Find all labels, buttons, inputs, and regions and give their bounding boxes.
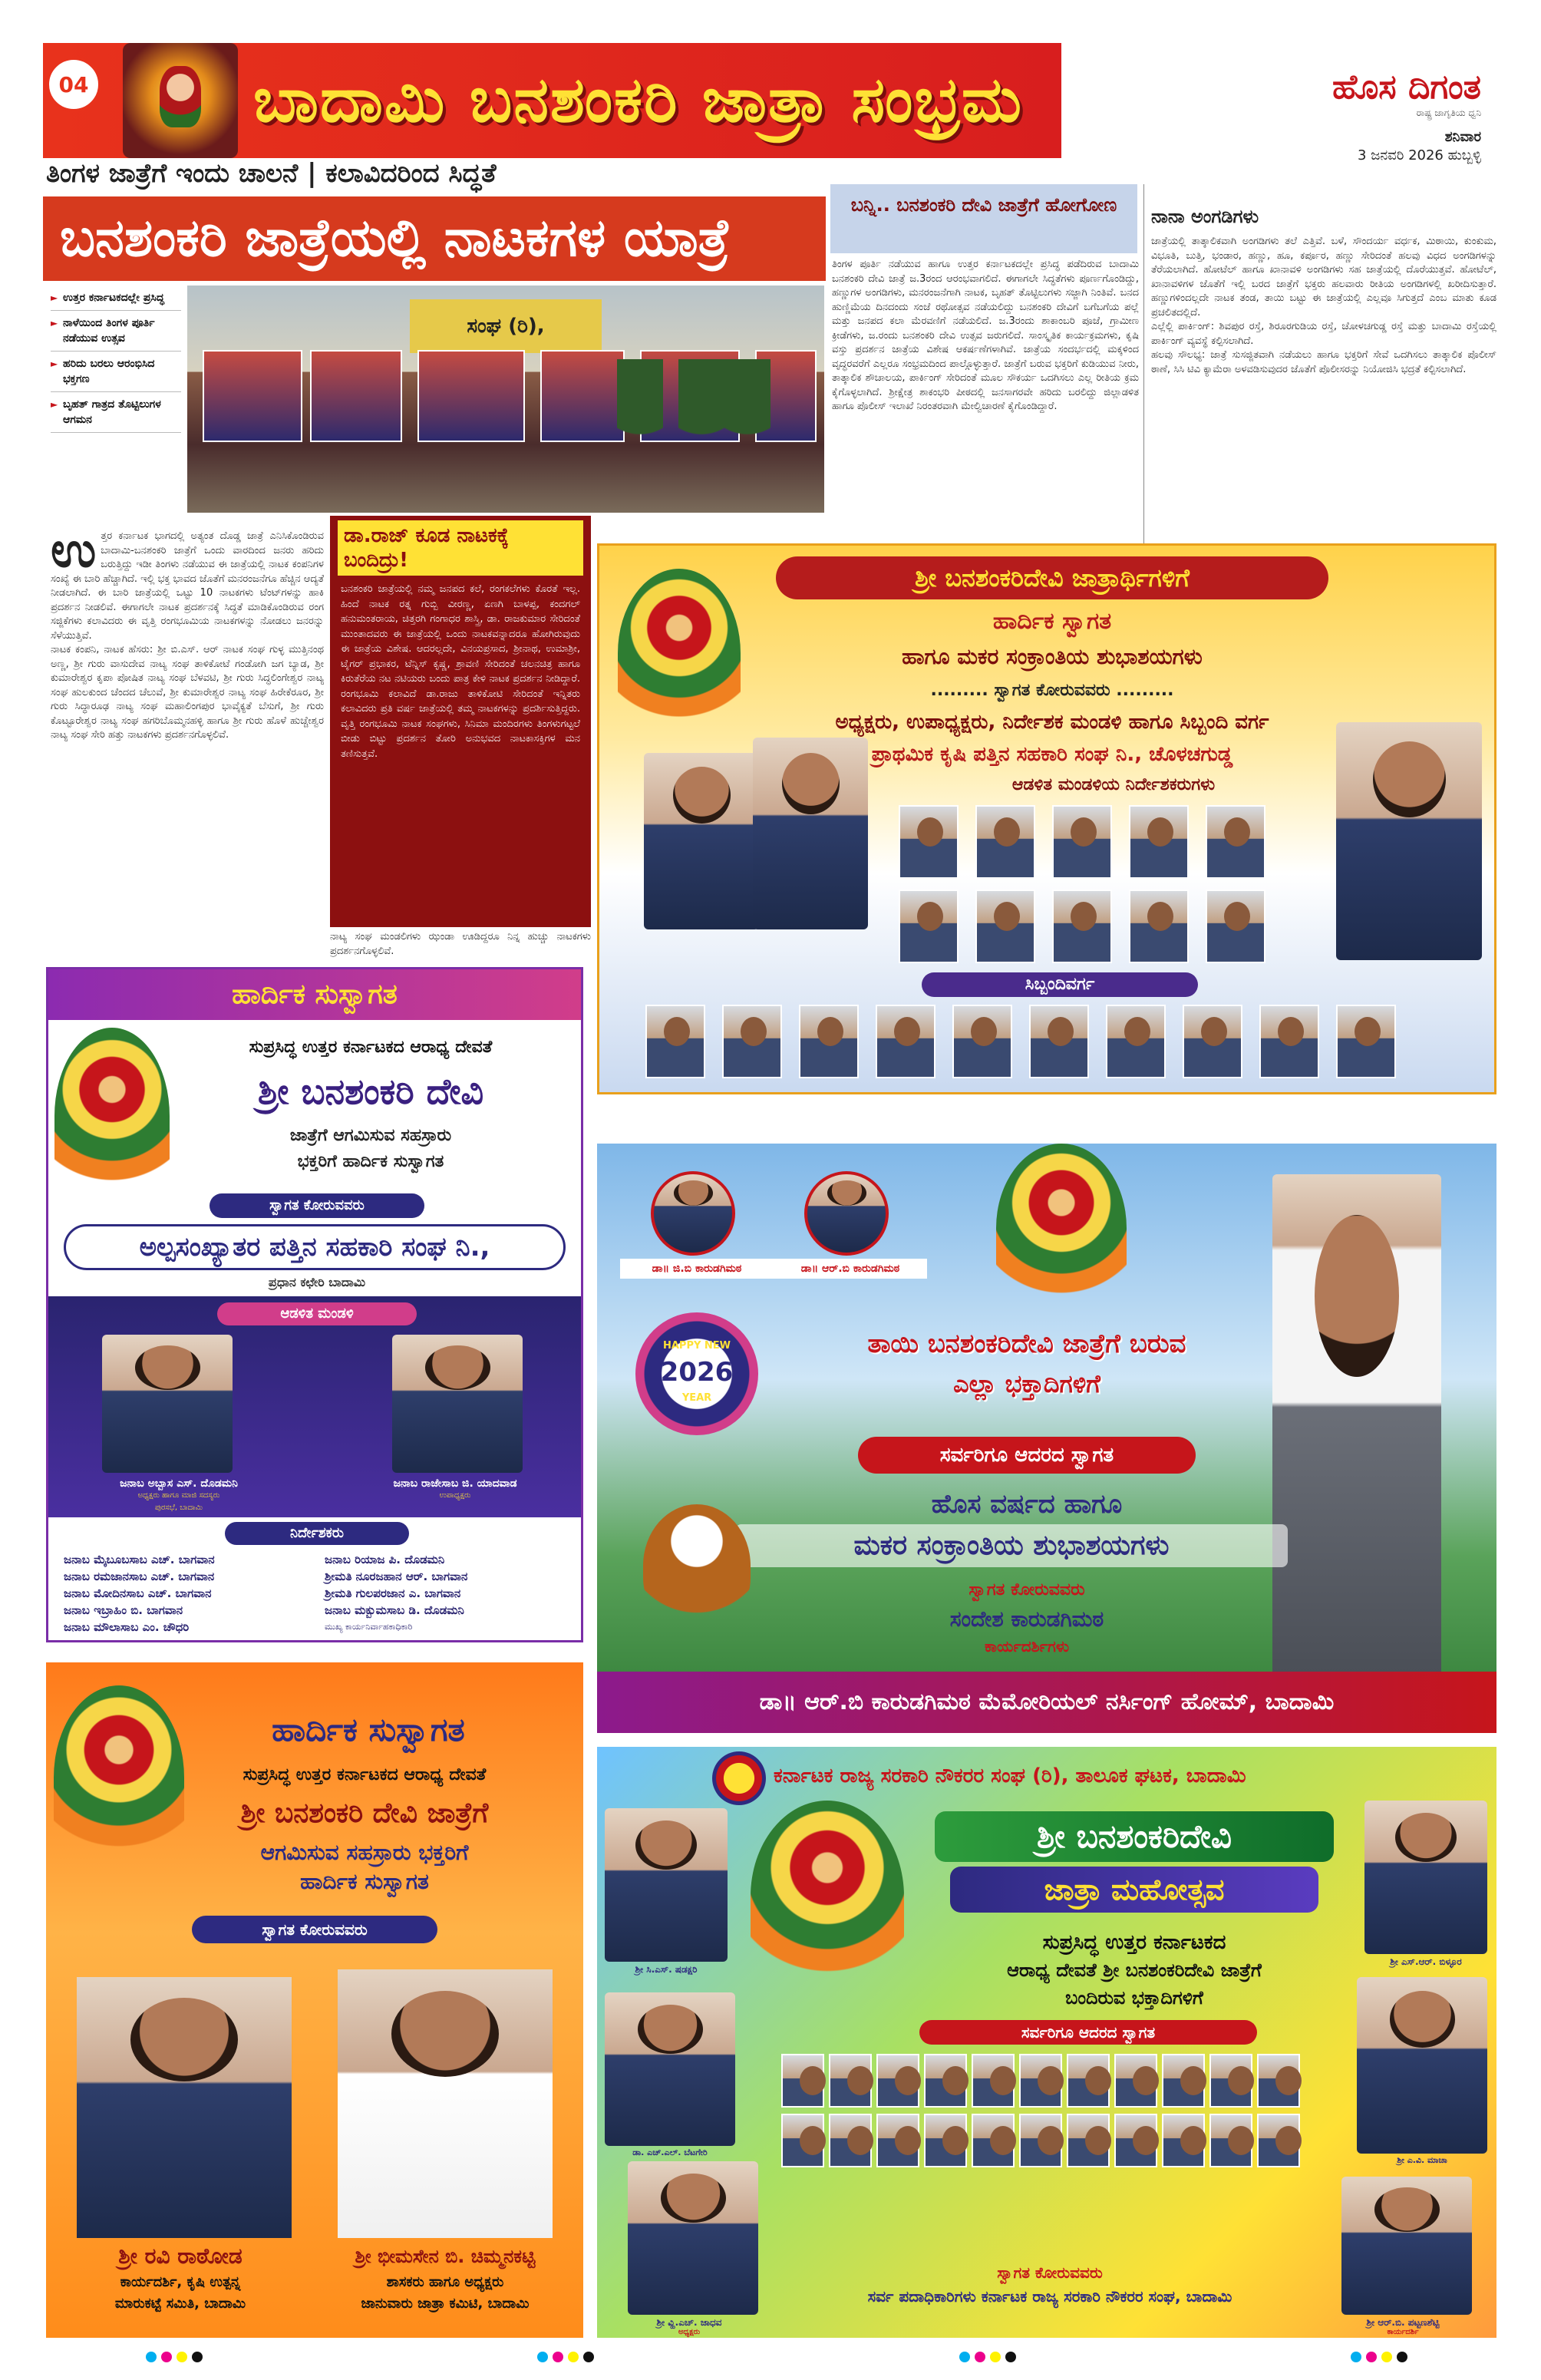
ad-employees-welcome-all: ಸರ್ವರಿಗೂ ಆದರದ ಸ್ವಾಗತ — [919, 2020, 1257, 2045]
page-title: ಬಾದಾಮಿ ಬನಶಂಕರಿ ಜಾತ್ರಾ ಸಂಭ್ರಮ — [253, 64, 1023, 137]
pongal-pot-icon — [643, 1504, 751, 1627]
vice-president-name: ಜನಾಬ ರಾಜೇಸಾಬ ಜಿ. ಯಾದವಾಡ — [393, 1477, 517, 1490]
ad-apmc-line2: ಆಗಮಿಸುವ ಸಹಸ್ರಾರು ಭಕ್ತರಿಗೆ — [260, 1840, 469, 1865]
ad-employees-association — [597, 1747, 1496, 2338]
leader-name-3: ಡಾ. ಎಚ್.ಎಲ್. ಬೆಟಗೇರಿ — [632, 2147, 708, 2157]
member-photo — [781, 2054, 824, 2108]
association-emblem-icon — [712, 1751, 766, 1805]
deity-image — [618, 569, 741, 738]
ad-minority-society — [46, 967, 583, 1642]
director-name: ಜನಾಬ ಮೌಲಾಸಾಬ ಎಂ. ಚೌಧರಿ — [64, 1620, 190, 1634]
ad-minority-line2: ಜಾತ್ರೆಗೆ ಆಗಮಿಸುವ ಸಹಸ್ರಾರು — [289, 1126, 452, 1145]
member-photo — [924, 2114, 967, 2167]
ad-nursing-line3: ಸರ್ವರಿಗೂ ಆದರದ ಸ್ವಾಗತ — [858, 1437, 1196, 1474]
registration-mark-black — [583, 2352, 594, 2362]
director-name: ಜನಾಬ ಮೋದಿನಸಾಬ ಎಚ್. ಬಾಗವಾನ — [64, 1586, 212, 1600]
director-name: ಶ್ರೀಮತಿ ಗುಲಪರಜಾನ ಎ. ಬಾಗವಾನ — [325, 1586, 461, 1600]
registration-mark-yellow — [990, 2352, 1001, 2362]
director-photo — [975, 805, 1035, 879]
leader-name-2: ಶ್ರೀ ಎಸ್.ಆರ್. ಬಿಳ್ಳೂರ — [1390, 1956, 1462, 1967]
member-photo — [1257, 2054, 1300, 2108]
ad-minority-line3: ಭಕ್ತರಿಗೆ ಹಾರ್ದಿಕ ಸುಸ್ವಾಗತ — [297, 1152, 444, 1171]
sidebar-story — [330, 516, 591, 927]
staff-photo — [799, 1005, 859, 1078]
poster — [310, 350, 402, 442]
registration-mark-magenta — [1366, 2352, 1377, 2362]
secretary-name: ಶ್ರೀ ಆರ್.ಬಿ. ಪಟ್ಟಣಶೆಟ್ಟಿ — [1366, 2317, 1440, 2328]
poster — [417, 350, 525, 442]
lead-body-paragraph: ತ್ತರ ಕರ್ನಾಟಕ ಭಾಗದಲ್ಲಿ ಅತ್ಯಂತ ದೊಡ್ಡ ಜಾತ್ರೆ ಎನಿಸಿಕೊಂಡಿರುವ ಬಾದಾಮಿ-ಬನಶಂಕರಿ ಜಾತ್ರೆಗೆ ಒಂದು ವಾರದಿಂದ ಜನರು ಹರಿದು ಬರುತ್ತಿದ್ದು ಇಡೀ ತಿಂಗಳು ನಡೆಯುವ ಈ ಜಾತ್ರೆಯಲ್ಲಿ ನಾಟಕ ಕಂಪನಿಗಳ ಸಂಖ್ಯೆ ಈ ಬಾರಿ ಹೆಚ್ಚಾಗಿದೆ. ಇಲ್ಲಿ ಭಕ್ತ ಭಾವದ ಜೊತೆಗೆ ಮನರಂಜನೆಗೂ ಹೆಚ್ಚಿನ ಆದ್ಯತೆ ನೀಡಲಾಗಿದೆ. ಈ ಬಾರಿ ಜಾತ್ರೆಯಲ್ಲಿ ಒಟ್ಟು 10 ನಾಟಕಗಳು ಟೆಂಟ್‌ಗಳನ್ನು ಹಾಕಿ ಪ್ರದರ್ಶನ ನೀಡಲಿವೆ. ಈಗಾಗಲೇ ನಾಟಕ ಪ್ರದರ್ಶನಕ್ಕೆ ಸಿದ್ಧತೆ ಮಾಡಿಕೊಂಡಿರುವ ರಂಗ ಸಜ್ಜಿಕೆಗಳು ಕಲಾವಿದರು ಈ ವೃತ್ತಿ ರಂಗಭೂಮಿಯ ನಾಟಕಗಳನ್ನು ನೋಡಲು ಜನರನ್ನು ಸೆಳೆಯುತ್ತಿವೆ. — [51, 530, 324, 642]
lead-headline: ಬನಶಂಕರಿ ಜಾತ್ರೆಯಲ್ಲಿ ನಾಟಕಗಳ ಯಾತ್ರೆ — [43, 196, 826, 281]
highlight-item: ► ಹರಿದು ಬರಲು ಆರಂಭಿಸಿದ ಭಕ್ತಗಣ — [51, 352, 181, 392]
secretary-photo — [1272, 1174, 1441, 1681]
deity-image — [54, 1028, 170, 1204]
ad-minority-welcome: ಸ್ವಾಗತ ಕೋರುವವರು — [210, 1193, 424, 1218]
ad-apmc-p1-name: ಶ್ರೀ ರವಿ ರಾಠೋಡ — [118, 2243, 243, 2269]
director-name: ಜನಾಬ ರಿಯಾಜ ಪಿ. ದೊಡಮನಿ — [325, 1553, 445, 1566]
leader-photo-2 — [1364, 1801, 1487, 1954]
registration-mark-black — [1397, 2352, 1407, 2362]
secretary-photo — [77, 1977, 292, 2238]
member-photo — [876, 2054, 919, 2108]
director-name: ಜನಾಬ ರಮಜಾನಸಾಬ ಎಚ್. ಬಾಗವಾನ — [64, 1570, 215, 1583]
director-photo — [1206, 805, 1265, 879]
director-name: ಜನಾಬ ಮಕ್ಬುಮಸಾಬ ಡಿ. ದೊಡಮನಿ — [325, 1603, 464, 1617]
ad-apmc-line1: ಸುಪ್ರಸಿದ್ಧ ಉತ್ತರ ಕರ್ನಾಟಕದ ಆರಾಧ್ಯ ದೇವತೆ — [243, 1765, 487, 1784]
ad-nursing-line1: ತಾಯಿ ಬನಶಂಕರಿದೇವಿ ಜಾತ್ರೆಗೆ ಬರುವ — [867, 1329, 1186, 1359]
tree — [678, 359, 724, 513]
doctor-photo-1 — [651, 1171, 735, 1256]
ad-apmc-welcome: ಸ್ವಾಗತ ಕೋರುವವರು — [192, 1916, 437, 1943]
ad-employees-title1: ಶ್ರೀ ಬನಶಂಕರಿದೇವಿ — [935, 1811, 1334, 1862]
member-photo — [1019, 2054, 1062, 2108]
ad-apmc-line3: ಹಾರ್ದಿಕ ಸುಸ್ವಾಗತ — [300, 1869, 429, 1894]
ad-pkps-line7: ಆಡಳಿತ ಮಂಡಳಿಯ ನಿರ್ದೇಶಕರುಗಳು — [1011, 775, 1216, 794]
president-photo — [644, 753, 759, 929]
staff-photo — [1183, 1005, 1242, 1078]
director-photo — [1206, 890, 1265, 963]
member-photo — [1067, 2114, 1110, 2167]
badge-bottom-text: YEAR — [681, 1392, 712, 1404]
director-photo — [1129, 890, 1189, 963]
ad-apmc-p2-role2: ಜಾನುವಾರು ಜಾತ್ರಾ ಕಮಿಟಿ, ಬಾದಾಮಿ — [361, 2296, 530, 2312]
poster — [540, 350, 625, 442]
ad-minority-banner: ಹಾರ್ದಿಕ ಸುಸ್ವಾಗತ — [48, 969, 581, 1020]
vice-president-photo — [392, 1335, 523, 1473]
director-photo — [975, 890, 1035, 963]
page-number: 04 — [46, 57, 101, 112]
ad-pkps-line2: ಹಾರ್ದಿಕ ಸ್ವಾಗತ — [992, 608, 1112, 635]
registration-mark-cyan — [1351, 2352, 1361, 2362]
ad-apmc-p2-role: ಶಾಸಕರು ಹಾಗೂ ಅಧ್ಯಕ್ಷರು — [386, 2274, 504, 2290]
member-photo — [876, 2114, 919, 2167]
member-photo — [972, 2114, 1015, 2167]
sidebar-body: ಬನಶಂಕರಿ ಜಾತ್ರೆಯಲ್ಲಿ ನಮ್ಮ ಜನಪದ ಕಲೆ, ರಂಗಕಲೆಗಳು ಕೊರತೆ ಇಲ್ಲ. ಹಿಂದೆ ನಾಟಕ ರತ್ನ ಗುಬ್ಬಿ ವೀರಣ್ಣ, ಏಣಗಿ ಬಾಳಪ್ಪ, ಕಂದಗಲ್ ಹನುಮಂತರಾಯ, ಚಿತ್ತರಗಿ ಗಂಗಾಧರ ಶಾಸ್ತ್ರಿ, ಡಾ. ರಾಜಕುಮಾರ ಸೇರಿದಂತೆ ಮುಂತಾದವರು ಈ ಜಾತ್ರೆಯಲ್ಲಿ ಒಂದು ನಾಟಕವನ್ನಾದರೂ ಹೋಗಿರುವುದು ಈ ಜಾತ್ರೆಯ ವಿಶೇಷ. ಆದರಲ್ಲದೇ, ವಿನಯಪ್ರಸಾದ, ಶ್ರೀನಾಥ, ಉಮಾಶ್ರೀ, ಟೈಗರ್ ಪ್ರಭಾಕರ, ಟೆನ್ನಿಸ್ ಕೃಷ್ಣ, ಶ್ರಾವಣಿ ಸೇರಿದಂತೆ ಚಲನಚಿತ್ರ ಹಾಗೂ ಕಿರುತೆರೆಯ ನಟ ನಟಿಯರು ಬಂದು ಪಾತ್ರ ಕೇಳಿ ನಾಟಕ ಪ್ರದರ್ಶನ ನೀಡಿದ್ದಾರೆ. ರಂಗಭೂಮಿ ಕಲಾವಿದೆ ಡಾ.ರಾಜು ತಾಳಿಕೋಟಿ ಸೇರಿದಂತೆ ಇನ್ನಿತರು ಕಲಾವಿದರು ಪ್ರತಿ ವರ್ಷ ಜಾತ್ರೆಯಲ್ಲಿ ತಮ್ಮ ನಾಟಕಗಳನ್ನು ಪ್ರದರ್ಶಿಸುತ್ತಿದ್ದರು. ವೃತ್ತಿ ರಂಗಭೂಮಿ ನಾಟಕ ಸಂಘಗಳು, ಸಿನಿಮಾ ಮಂದಿರಗಳು ತಿಂಗಳುಗಟ್ಟಲೆ ಬೀಡು ಬಿಟ್ಟು ಪ್ರದರ್ಶನ ತೋರಿ ಅನುಭವದ ನಾಟಕಾಸಕ್ತಿಗಳ ಮನ ತಣಿಸುತ್ತವೆ. — [341, 583, 580, 760]
highlight-item: ► ಬೃಹತ್ ಗಾತ್ರದ ತೊಟ್ಟಿಲುಗಳ ಆಗಮನ — [51, 392, 181, 433]
director-name: ಜನಾಬ ಮೈಬೂಬಸಾಬ ಎಚ್. ಬಾಗವಾನ — [64, 1553, 215, 1566]
highlight-item: ► ನಾಳೆಯಿಂದ ತಿಂಗಳ ಪೂರ್ತಿ ನಡೆಯುವ ಉತ್ಸವ — [51, 311, 181, 352]
registration-mark-cyan — [959, 2352, 970, 2362]
registration-mark-yellow — [1381, 2352, 1392, 2362]
ad-minority-deity: ಶ್ರೀ ಬನಶಂಕರಿ ದೇವಿ — [257, 1071, 484, 1112]
member-photo — [1209, 2114, 1252, 2167]
ad-pkps-line4: ......... ಸ್ವಾಗತ ಕೋರುವವರು ......... — [930, 681, 1174, 700]
ad-nursing-line7: ಸಂದೇಶ ಕಾರುಡಗಿಮಠ — [949, 1606, 1104, 1632]
ad-minority-directors-label: ನಿರ್ದೇಶಕರು — [225, 1522, 409, 1545]
registration-mark-magenta — [161, 2352, 172, 2362]
lead-kicker: ತಿಂಗಳ ಜಾತ್ರೆಗೆ ಇಂದು ಚಾಲನೆ | ಕಲಾವಿದರಿಂದ ಸಿದ್ಧತೆ — [46, 158, 497, 189]
lead-body-paragraph: ನಾಟಕ ಕಂಪನಿ, ನಾಟಕ ಹೆಸರು: ಶ್ರೀ ಬಿ.ಎಸ್. ಆರ್ ನಾಟಕ ಸಂಘ ಗುಳ್ಳ ಮುತ್ತಿನಂಥ ಅಣ್ಣ, ಶ್ರೀ ಗುರು ವಾಸುದೇವ ನಾಟ್ಯ ಸಂಘ ತಾಳಿಕೋಟೆ ಗಂಡೋಗಿ ಜಗ ಬ್ಯಾಡ, ಶ್ರೀ ಕುಮಾರೇಶ್ವರ ಕೃಪಾ ಪೋಷಿತ ನಾಟ್ಯ ಸಂಘ ಬೆಳವಟಿ, ಶ್ರೀ ಗುರು ಸಿದ್ಧಲಿಂಗೇಶ್ವರ ನಾಟ್ಯ ಸಂಘ ಹುಲಕುಂದ ಚೆಂದದ ಚೆಲುವೆ, ಶ್ರೀ ಕುಮಾರೇಶ್ವರ ನಾಟ್ಯ ಸಂಘ ಹಿರೇಕೆರೂರ, ಶ್ರೀ ಗುರು ಸಿದ್ಧಾರೂಢ ನಾಟ್ಯ ಸಂಘ ಮಹಾಲಿಂಗಪುರ ಭಾವೈಕ್ಯತೆ ಬೆಸುಗೆ, ಶ್ರೀ ಗುರು ಕೊಟ್ಟೂರೇಶ್ವರ ನಾಟ್ಯ ಸಂಘ ಹಗರಿಬೊಮ್ಮನಹಳ್ಳಿ ಹಾಗೂ ಶ್ರೀ ಗುರು ಹೊಳೆ ಹುಚ್ಚೇಶ್ವರ ನಾಟ್ಯ ಸಂಘ ಸೇರಿ ಹತ್ತು ನಾಟಕಗಳು ಪ್ರದರ್ಶನಗೊಳ್ಳಲಿವೆ. — [51, 644, 324, 741]
member-photo — [829, 2114, 872, 2167]
ad-minority-line1: ಸುಪ್ರಸಿದ್ಧ ಉತ್ತರ ಕರ್ನಾಟಕದ ಆರಾಧ್ಯ ದೇವತೆ — [249, 1038, 493, 1057]
ad-employees-line3: ಬಂದಿರುವ ಭಕ್ತಾದಿಗಳಿಗೆ — [1065, 1987, 1203, 2009]
lead-body — [51, 530, 324, 936]
middle-story-body: ತಿಂಗಳ ಪೂರ್ತಿ ನಡೆಯುವ ಹಾಗೂ ಉತ್ತರ ಕರ್ನಾಟಕದಲ್ಲೇ ಪ್ರಸಿದ್ಧ ಪಡೆದಿರುವ ಬಾದಾಮಿ ಬನಶಂಕರಿ ದೇವಿ ಜಾತ್ರೆ ಜ.3ರಂದ ಆರಂಭವಾಗಲಿದೆ. ಈಗಾಗಲೇ ಸಿದ್ಧತೆಗಳು ಪೂರ್ಣಗೊಂಡಿದ್ದು, ಹಣ್ಣುಗಳ ಅಂಗಡಿಗಳು, ಮನರಂಜನೆಗಾಗಿ ನಾಟಕ, ಬೃಹತ್ ತೊಟ್ಟಿಲುಗಳು ಸಜ್ಜಾಗಿ ನಿಂತಿವೆ. ಬನದ ಹುಣ್ಣಿಮೆಯ ದಿನದಂದು ಸಂಜೆ ರಥೋತ್ಸವ ನಡೆಯಲಿದ್ದು ಬನಶಂಕರಿ ದೇವಿಗೆ ಬಗೆಬಗೆಯ ಪಲ್ಲೆ ಮತ್ತು ಜನಪದ ಕಲಾ ಮೆರವಣಿಗೆ ನಡೆಯಲಿದೆ. ಜ.3ರಂದು ಶಾಕಾಂಬರಿ ಪೂಜೆ, ಗ್ರಾಮೀಣ ಕ್ರೀಡೆಗಳು, ಜ.ರಂದು ಬನಶಂಕರಿ ದೇವಿ ಉತ್ಸವ ಜರುಗಲಿದೆ. ಸಾಂಸ್ಕೃತಿಕ ಕಾರ್ಯಕ್ರಮಗಳು, ಕೃಷಿ ವಸ್ತು ಪ್ರದರ್ಶನ ಜಾತ್ರೆಯ ವಿಶೇಷ ಆಕರ್ಷಣೆಗಳಾಗಿವೆ. ಜಾತ್ರೆಯ ಸಂದರ್ಭದಲ್ಲಿ ಮಕ್ಕಳಿಂದ ವೃದ್ಧರವರೆಗೆ ಎಲ್ಲರೂ ಸಂಭ್ರಮದಿಂದ ಪಾಲ್ಗೊಳ್ಳುತ್ತಾರೆ. ಜಾತ್ರೆಗೆ ಬರುವ ಭಕ್ತರಿಗೆ ಕುಡಿಯುವ ನೀರು, ತಾತ್ಕಾಲಿಕ ಶೌಚಾಲಯ, ಪಾರ್ಕಿಂಗ್ ಸೇರಿದಂತೆ ಮೂಲ ಸೌಕರ್ಯ ಒದಗಿಸಲು ಎಲ್ಲ ರೀತಿಯ ಕ್ರಮ ಕೈಗೊಳ್ಳಲಾಗಿದೆ. ಶ್ರೀಕ್ಷೇತ್ರ ಶಾಕಂಭರಿ ಪೀಠದಲ್ಲಿ ಜನಸಾಗರವೇ ಹರಿದು ಬರಲಿದ್ದು ಜಿಲ್ಲಾಡಳಿತ ಹಾಗೂ ಪೊಲೀಸ್ ಇಲಾಖೆ ನಿರಂತರವಾಗಿ ಮೇಲ್ವಿಚಾರಣೆ ಕೈಗೊಂಡಿದ್ದಾರೆ. — [832, 259, 1139, 412]
member-photo — [1067, 2054, 1110, 2108]
right-story-paragraph: ಜಾತ್ರೆಯಲ್ಲಿ ತಾತ್ಕಾಲಿಕವಾಗಿ ಅಂಗಡಿಗಳು ತಲೆ ಎತ್ತಿವೆ. ಬಳೆ, ಸೌಂದರ್ಯ ವರ್ಧಕ, ಮಿಠಾಯಿ, ಕುಂಕುಮ, ವಿಭೂತಿ, ಬುತ್ತಿ, ಭಂಡಾರ, ಹಣ್ಣು, ಹೂ, ಕರ್ಪೂರ, ಹಣ್ಣು ಸೇರಿದಂತೆ ಹಲವು ವಿಧದ ಅಂಗಡಿಗಳನ್ನು ತೆರೆಯಲಾಗಿದೆ. ಹೋಟೆಲ್ ಹಾಗೂ ಖಾನಾವಳಿ ಅಂಗಡಿಗಳು ಸಹ ಜಾತ್ರೆಯಲ್ಲಿ ದೊರೆಯುತ್ತವೆ. ಹೋಟೆಲ್, ಖಾನಾವಳಿಗಳ ಜೊತೆಗೆ ಇಲ್ಲಿ ಬರದ ಜಾತ್ರೆಗೆ ಭಕ್ತರು ಹಲವಾರು ರೀತಿಯ ಅಂಗಡಿಗಳಲ್ಲಿ ಖರೀದಿಸುತ್ತಾರೆ. ಹಣ್ಣುಗಳಿಂದಲ್ಲದೇ ನಾಟಕ ತಂಡ, ತಾಯಿ ಬಟ್ಟು ಈ ಜಾತ್ರೆಯಲ್ಲಿ ಎಲ್ಲವೂ ಸಿಗುತ್ತದೆ ಎಂಬ ಮಾತು ಕೂಡ ಪ್ರಚಲಿತದಲ್ಲಿದೆ. — [1151, 236, 1496, 319]
doctor-name-2: ಡಾ॥ ಆರ್.ಬಿ ಕಾರುಡಗಿಮಠ — [774, 1259, 927, 1279]
staff-photo — [1336, 1005, 1396, 1078]
lead-closing-line: ನಾಟ್ಯ ಸಂಘ ಮಂಡಲಿಗಳು ಝಂಡಾ ಊಡಿದ್ದರೂ ನಿನ್ನ ಹುಚ್ಚು ನಾಟಕಗಳು ಪ್ರದರ್ಶನಗೊಳ್ಳಲಿವೆ. — [330, 931, 591, 957]
staff-photo — [722, 1005, 782, 1078]
member-photo — [1257, 2114, 1300, 2167]
doctor-photo-2 — [804, 1171, 889, 1256]
staff-photo — [876, 1005, 935, 1078]
director-photo — [1129, 805, 1189, 879]
ad-nursing-footer: ಡಾ॥ ಆರ್.ಬಿ ಕಾರುಡಗಿಮಠ ಮೆಮೋರಿಯಲ್ ನರ್ಸಿಂಗ್ ಹೋಮ್, ಬಾದಾಮಿ — [597, 1672, 1496, 1733]
ad-nursing-line5: ಮಕರ ಸಂಕ್ರಾಂತಿಯ ಶುಭಾಶಯಗಳು — [735, 1524, 1288, 1567]
director-role: ಮುಖ್ಯ ಕಾರ್ಯನಿರ್ವಾಹಕಾಧಿಕಾರಿ — [325, 1622, 413, 1632]
ad-employees-title2: ಜಾತ್ರಾ ಮಹೋತ್ಸವ — [950, 1867, 1318, 1913]
member-photo — [972, 2054, 1015, 2108]
ad-employees-footer: ಸರ್ವ ಪದಾಧಿಕಾರಿಗಳು ಕರ್ನಾಟಕ ರಾಜ್ಯ ಸರಕಾರಿ ನೌಕರರ ಸಂಘ, ಬಾದಾಮಿ — [867, 2287, 1232, 2306]
registration-mark-black — [1005, 2352, 1016, 2362]
secretary-photo — [1341, 2177, 1472, 2315]
registration-mark-cyan — [537, 2352, 548, 2362]
leader-photo-1 — [605, 1808, 728, 1962]
ad-employees-line1: ಸುಪ್ರಸಿದ್ಧ ಉತ್ತರ ಕರ್ನಾಟಕದ — [1042, 1931, 1226, 1954]
right-story-paragraph: ಎಲ್ಲೆಲ್ಲಿ ಪಾರ್ಕಿಂಗ್: ಶಿವಪುರ ರಸ್ತೆ, ಶಿರೂರಗುಡಿಯ ರಸ್ತೆ, ಚೋಳಚಗುಡ್ಡ ರಸ್ತೆ ಮತ್ತು ಬಾದಾಮಿ ರಸ್ತೆಯಲ್ಲಿ ಪಾರ್ಕಿಂಗ್ ವ್ಯವಸ್ಥೆ ಕಲ್ಪಿಸಲಾಗಿದೆ. — [1151, 321, 1496, 347]
ad-employees-welcome: ಸ್ವಾಗತ ಕೋರುವವರು — [997, 2263, 1103, 2282]
ad-apmc-p1-role: ಕಾರ್ಯದರ್ಶಿ, ಕೃಷಿ ಉತ್ಪನ್ನ — [120, 2274, 241, 2290]
mla-photo — [338, 1969, 553, 2238]
drop-cap: ಉ — [51, 530, 97, 579]
secretary-role: ಕಾರ್ಯದರ್ಶಿ — [1387, 2328, 1419, 2336]
member-photo — [1209, 2054, 1252, 2108]
ad-minority-office: ಪ್ರಧಾನ ಕಛೇರಿ ಬಾದಾಮಿ — [268, 1275, 366, 1289]
issue-day: ಶನಿವಾರ — [1444, 129, 1481, 145]
vice-president-photo — [753, 738, 868, 929]
staff-photo — [645, 1005, 705, 1078]
ad-nursing-line2: ಎಲ್ಲಾ ಭಕ್ತಾದಿಗಳಿಗೆ — [953, 1369, 1100, 1398]
tree — [617, 359, 663, 513]
ad-apmc-p1-role2: ಮಾರುಕಟ್ಟೆ ಸಮಿತಿ, ಬಾದಾಮಿ — [114, 2296, 246, 2312]
president-name: ಶ್ರೀ ವ್ಹಿ.ಎಚ್. ಜಾಧವ — [656, 2317, 722, 2328]
registration-mark-black — [192, 2352, 203, 2362]
registration-mark-yellow — [568, 2352, 579, 2362]
ad-nursing-home — [597, 1144, 1496, 1733]
ad-apmc-welcome — [46, 1662, 583, 2338]
registration-mark-magenta — [553, 2352, 563, 2362]
member-photo — [1019, 2114, 1062, 2167]
middle-story-head: ಬನ್ನಿ.. ಬನಶಂಕರಿ ದೇವಿ ಜಾತ್ರೆಗೆ ಹೋಗೋಣ — [830, 184, 1137, 253]
president-photo — [628, 2161, 758, 2315]
newspaper-logo: ಹೊಸ ದಿಗಂತ — [1331, 68, 1481, 107]
directors-list-left — [64, 1551, 309, 1636]
leader-name-1: ಶ್ರೀ ಸಿ.ಎಸ್. ಷಡಕ್ಷರಿ — [635, 1964, 698, 1975]
staff-photo — [1029, 1005, 1089, 1078]
president-role: ಅಧ್ಯಕ್ಷರು — [678, 2328, 701, 2336]
newspaper-tagline: ರಾಷ್ಟ್ರ ಜಾಗೃತಿಯ ಧ್ವನಿ — [1416, 107, 1481, 118]
ad-apmc-deity: ಶ್ರೀ ಬನಶಂಕರಿ ದೇವಿ ಜಾತ್ರೆಗೆ — [240, 1797, 489, 1829]
director-photo — [899, 805, 959, 879]
tent-signboard: ಸಂಘ (ರಿ), — [410, 299, 602, 353]
deity-image — [751, 1801, 904, 1992]
right-story-body — [1151, 235, 1496, 563]
sidebar-title: ಡಾ.ರಾಜ್ ಕೂಡ ನಾಟಕಕ್ಕೆ ಬಂದಿದ್ರು! — [338, 520, 583, 576]
ad-pkps-staff-label: ಸಿಬ್ಬಂದಿವರ್ಗ — [922, 972, 1198, 997]
column-divider — [1143, 184, 1144, 560]
staff-photo — [1259, 1005, 1319, 1078]
member-photo — [1162, 2054, 1205, 2108]
member-photo — [1114, 2054, 1157, 2108]
leader-name-4: ಶ್ರೀ ಎ.ವಿ. ಮಾಚಾ — [1397, 2155, 1447, 2165]
member-photo — [829, 2054, 872, 2108]
right-story-head: ನಾನಾ ಅಂಗಡಿಗಳು — [1151, 206, 1259, 227]
staff-photo — [952, 1005, 1012, 1078]
ad-nursing-line4: ಹೊಸ ವರ್ಷದ ಹಾಗೂ — [931, 1489, 1123, 1520]
ad-employees-org: ಕರ್ನಾಟಕ ರಾಜ್ಯ ಸರಕಾರಿ ನೌಕರರ ಸಂಘ (ರಿ), ತಾಲೂಕ ಘಟಕ, ಬಾದಾಮಿ — [774, 1764, 1246, 1787]
member-photo — [1162, 2114, 1205, 2167]
director-photo — [1052, 805, 1112, 879]
registration-mark-magenta — [975, 2352, 985, 2362]
president-name: ಜನಾಬ ಅಬ್ಬಾಸ ಎಸ್. ದೊಡಮನಿ — [120, 1477, 238, 1490]
registration-mark-cyan — [146, 2352, 157, 2362]
ad-pkps-line3: ಹಾಗೂ ಮಕರ ಸಂಕ್ರಾಂತಿಯ ಶುಭಾಶಯಗಳು — [902, 644, 1203, 669]
poster — [203, 350, 302, 442]
badge-year: 2026 — [660, 1357, 734, 1388]
ad-minority-board: ಆಡಳಿತ ಮಂಡಳಿ — [217, 1302, 417, 1325]
deity-image — [996, 1144, 1127, 1312]
ad-minority-org: ಅಲ್ಪಸಂಖ್ಯಾತರ ಪತ್ತಿನ ಸಹಕಾರಿ ಸಂಘ ನಿ., — [64, 1224, 566, 1270]
doctor-name-1: ಡಾ॥ ಜಿ.ಬಿ ಕಾರುಡಗಿಮಠ — [620, 1259, 774, 1279]
president-role: ಅಧ್ಯಕ್ಷರು ಹಾಗೂ ಮಾಜಿ ಸದಸ್ಯರು — [137, 1491, 220, 1500]
tree — [724, 359, 770, 513]
director-name: ಜನಾಬ ಇಬ್ರಾಹಿಂ ಬಿ. ಬಾಗವಾನ — [64, 1603, 183, 1617]
ad-pkps-welcome — [597, 543, 1496, 1094]
drama-tent-photo — [187, 286, 824, 513]
highlight-item: ► ಉತ್ತರ ಕರ್ನಾಟಕದಲ್ಲೇ ಪ್ರಸಿದ್ಧ — [51, 286, 181, 311]
president-photo — [102, 1335, 233, 1473]
new-year-badge — [635, 1312, 758, 1435]
directors-list-right — [325, 1551, 570, 1636]
director-name: ಶ್ರೀಮತಿ ನೂರಜಹಾನ ಆರ್. ಬಾಗವಾನ — [325, 1570, 468, 1583]
vice-president-role: ಉಪಾಧ್ಯಕ್ಷರು — [439, 1491, 471, 1500]
ad-employees-line2: ಆರಾಧ್ಯ ದೇವತೆ ಶ್ರೀ ಬನಶಂಕರಿದೇವಿ ಜಾತ್ರೆಗೆ — [1007, 1959, 1262, 1981]
ad-apmc-p2-name: ಶ್ರೀ ಭೀಮಸೇನ ಬಿ. ಚಿಮ್ಮನಕಟ್ಟಿ — [355, 2246, 536, 2267]
ad-pkps-line6: ಪ್ರಾಥಮಿಕ ಕೃಷಿ ಪತ್ತಿನ ಸಹಕಾರಿ ಸಂಘ ನಿ., ಚೊಳಚಗುಡ್ಡ — [871, 743, 1233, 766]
ad-pkps-line1: ಶ್ರೀ ಬನಶಂಕರಿದೇವಿ ಜಾತ್ರಾರ್ಥಿಗಳಿಗೆ — [776, 556, 1328, 599]
member-photo — [781, 2114, 824, 2167]
registration-mark-yellow — [177, 2352, 187, 2362]
president-role-2: ಪುರಸಭೆ, ಬಾದಾಮಿ — [154, 1504, 203, 1512]
ad-pkps-line5: ಅಧ್ಯಕ್ಷರು, ಉಪಾಧ್ಯಕ್ಷರು, ನಿರ್ದೇಶಕ ಮಂಡಳಿ ಹಾಗೂ ಸಿಬ್ಬಂದಿ ವರ್ಗ — [835, 711, 1269, 734]
member-photo — [1114, 2114, 1157, 2167]
director-photo — [1052, 890, 1112, 963]
director-photo — [1336, 722, 1482, 960]
staff-photo — [1106, 1005, 1166, 1078]
lead-highlights — [51, 286, 181, 513]
badge-top-text: HAPPY NEW — [662, 1340, 731, 1352]
ad-nursing-line8: ಕಾರ್ಯದರ್ಶಿಗಳು — [984, 1637, 1070, 1655]
deity-image — [123, 43, 238, 158]
leader-photo-3 — [605, 1992, 735, 2146]
member-photo — [924, 2054, 967, 2108]
director-photo — [899, 890, 959, 963]
right-story-paragraph: ಹಲವು ಸೌಲಭ್ಯ: ಜಾತ್ರೆ ಸುಸಜ್ಜಿತವಾಗಿ ನಡೆಯಲು ಹಾಗೂ ಭಕ್ತರಿಗೆ ಸೇವೆ ಒದಗಿಸಲು ತಾತ್ಕಾಲಿಕ ಪೊಲೀಸ್ ಠಾಣೆ, ಸಿಸಿ ಟಿವಿ ಕ್ಯಾಮೆರಾ ಅಳವಡಿಸುವುದರ ಜೊತೆಗೆ ಪೊಲೀಸರನ್ನು ನಿಯೋಜಿಸಿ ಭದ್ರತೆ ಕಲ್ಪಿಸಲಾಗಿದೆ. — [1151, 349, 1496, 375]
ad-nursing-line6: ಸ್ವಾಗತ ಕೋರುವವರು — [968, 1580, 1085, 1599]
issue-date: 3 ಜನವರಿ 2026 ಹುಬ್ಬಳ್ಳಿ — [1358, 147, 1481, 163]
ad-apmc-banner: ಹಾರ್ದಿಕ ಸುಸ್ವಾಗತ — [272, 1711, 465, 1748]
leader-photo-4 — [1357, 1977, 1487, 2154]
